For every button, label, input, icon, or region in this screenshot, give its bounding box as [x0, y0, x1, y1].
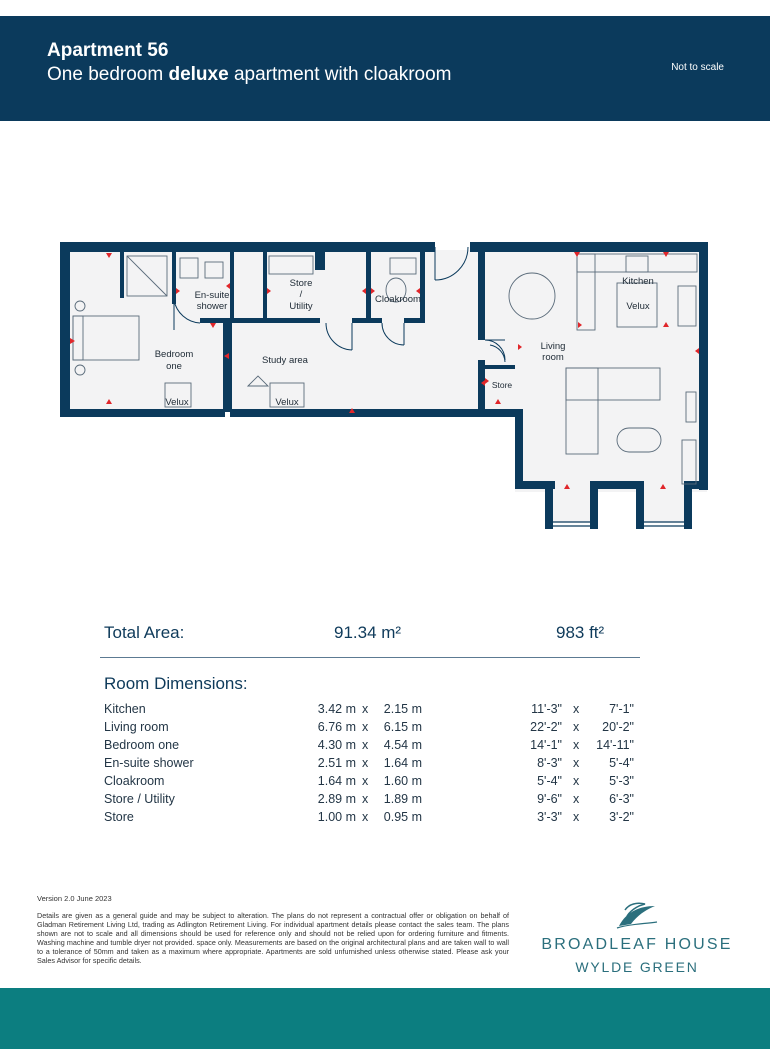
brand-name: BROADLEAF HOUSE	[541, 936, 733, 953]
imperial-width: 5'-4"	[609, 756, 634, 770]
label-velux-bedroom: Velux	[165, 397, 189, 408]
metric-width: 1.89 m	[383, 792, 422, 806]
room-name: Kitchen	[104, 702, 146, 716]
room-dimensions-heading: Room Dimensions:	[104, 674, 248, 693]
leaf-logo-icon	[615, 900, 659, 930]
header-banner	[0, 16, 770, 121]
metric-length: 2.89 m	[317, 792, 356, 806]
total-area-metric: 91.34 m²	[334, 623, 402, 642]
imperial-length: 14'-1"	[530, 738, 562, 752]
imperial-length: 8'-3"	[537, 756, 562, 770]
label-ensuite-2: shower	[196, 301, 228, 312]
times-sign: x	[362, 756, 369, 770]
label-store: Store	[491, 380, 513, 390]
table-row	[104, 702, 644, 720]
metric-length: 2.51 m	[317, 756, 356, 770]
table-row	[104, 738, 644, 756]
times-sign: x	[573, 774, 580, 788]
bay-windows	[553, 522, 684, 526]
label-store-utility-3: Utility	[289, 301, 313, 312]
floor-plan	[0, 230, 770, 540]
apartment-title: Apartment 56	[47, 40, 169, 61]
subtitle-bold: deluxe	[168, 64, 229, 85]
room-name: Living room	[104, 720, 169, 734]
imperial-width: 20'-2"	[602, 720, 634, 734]
total-area-imperial: 983 ft²	[556, 623, 605, 642]
label-cloakroom: Cloakroom	[375, 294, 421, 305]
imperial-width: 6'-3"	[609, 792, 634, 806]
label-living-2: room	[542, 352, 564, 363]
metric-length: 3.42 m	[317, 702, 356, 716]
imperial-length: 9'-6"	[537, 792, 562, 806]
times-sign: x	[573, 720, 580, 734]
metric-width: 1.60 m	[383, 774, 422, 788]
label-velux-study: Velux	[275, 397, 299, 408]
footer-band	[0, 988, 770, 1049]
imperial-width: 5'-3"	[609, 774, 634, 788]
metric-width: 4.54 m	[383, 738, 422, 752]
table-row	[104, 756, 644, 774]
subtitle-prefix: One bedroom	[47, 64, 169, 85]
times-sign: x	[362, 774, 369, 788]
metric-length: 1.00 m	[317, 810, 356, 824]
label-kitchen: Kitchen	[622, 276, 654, 287]
times-sign: x	[573, 810, 580, 824]
metric-width: 1.64 m	[383, 756, 422, 770]
divider-line	[100, 657, 640, 658]
imperial-width: 3'-2"	[609, 810, 634, 824]
room-name: Store / Utility	[104, 792, 175, 806]
total-area-row	[104, 623, 640, 643]
label-store-utility-1: Store	[289, 278, 313, 289]
times-sign: x	[573, 756, 580, 770]
times-sign: x	[573, 738, 580, 752]
room-name: Store	[104, 810, 134, 824]
times-sign: x	[362, 720, 369, 734]
metric-width: 6.15 m	[383, 720, 422, 734]
subtitle-suffix: apartment with cloakroom	[228, 64, 452, 85]
label-living-1: Living	[540, 341, 566, 352]
imperial-length: 5'-4"	[537, 774, 562, 788]
metric-length: 6.76 m	[317, 720, 356, 734]
scale-note: Not to scale	[671, 62, 724, 73]
room-name: Bedroom one	[104, 738, 180, 752]
times-sign: x	[362, 792, 369, 806]
label-bedroom-2: one	[166, 361, 182, 372]
label-velux-kitchen: Velux	[626, 301, 650, 312]
room-name: En-suite shower	[104, 756, 194, 770]
floor-bay-right	[640, 490, 686, 522]
imperial-length: 11'-3"	[531, 702, 562, 716]
table-row	[104, 810, 644, 828]
label-ensuite-1: En-suite	[194, 290, 230, 301]
table-row	[104, 774, 644, 792]
metric-width: 0.95 m	[383, 810, 422, 824]
room-dimensions-table	[104, 702, 644, 828]
imperial-length: 3'-3"	[537, 810, 562, 824]
brand-location: WYLDE GREEN	[575, 959, 699, 975]
imperial-width: 7'-1"	[609, 702, 634, 716]
apartment-subtitle	[47, 64, 452, 86]
metric-length: 1.64 m	[317, 774, 356, 788]
label-study: Study area	[262, 355, 308, 366]
times-sign: x	[573, 702, 580, 716]
imperial-length: 22'-2"	[530, 720, 562, 734]
table-row	[104, 720, 644, 738]
disclaimer-text: Details are given as a general guide and may be subject to alteration. The plans do not represent a contractual offer or obligation on behalf of Gladman Retirement Living Ltd, trading as Adlington Retirement Living. For individual apartment details please contact the sales team. The plans shown are not to scale and all dimensions should be used for reference only and should not be relied upon for ordering furniture and fitments. Washing machine and tumble dryer not provided. space only. Measurements are based on the original architectural plans and are taken wall to wall to a tolerance of 50mm and taken as a maximum where appropriate. Apartments are sold unfurnished unless otherwise stated. Please ask your Sales Advisor for specific details.	[37, 911, 509, 965]
imperial-width: 14'-11"	[596, 738, 634, 752]
times-sign: x	[573, 792, 580, 806]
table-row	[104, 792, 644, 810]
times-sign: x	[362, 702, 369, 716]
floor-bay-left	[552, 490, 592, 522]
label-bedroom-1: Bedroom	[154, 349, 194, 360]
label-store-utility-2: /	[299, 289, 303, 300]
times-sign: x	[362, 738, 369, 752]
metric-length: 4.30 m	[317, 738, 356, 752]
metric-width: 2.15 m	[383, 702, 422, 716]
total-area-label: Total Area:	[104, 623, 185, 642]
room-name: Cloakroom	[104, 774, 165, 788]
times-sign: x	[362, 810, 369, 824]
version-note: Version 2.0 June 2023	[37, 894, 112, 903]
